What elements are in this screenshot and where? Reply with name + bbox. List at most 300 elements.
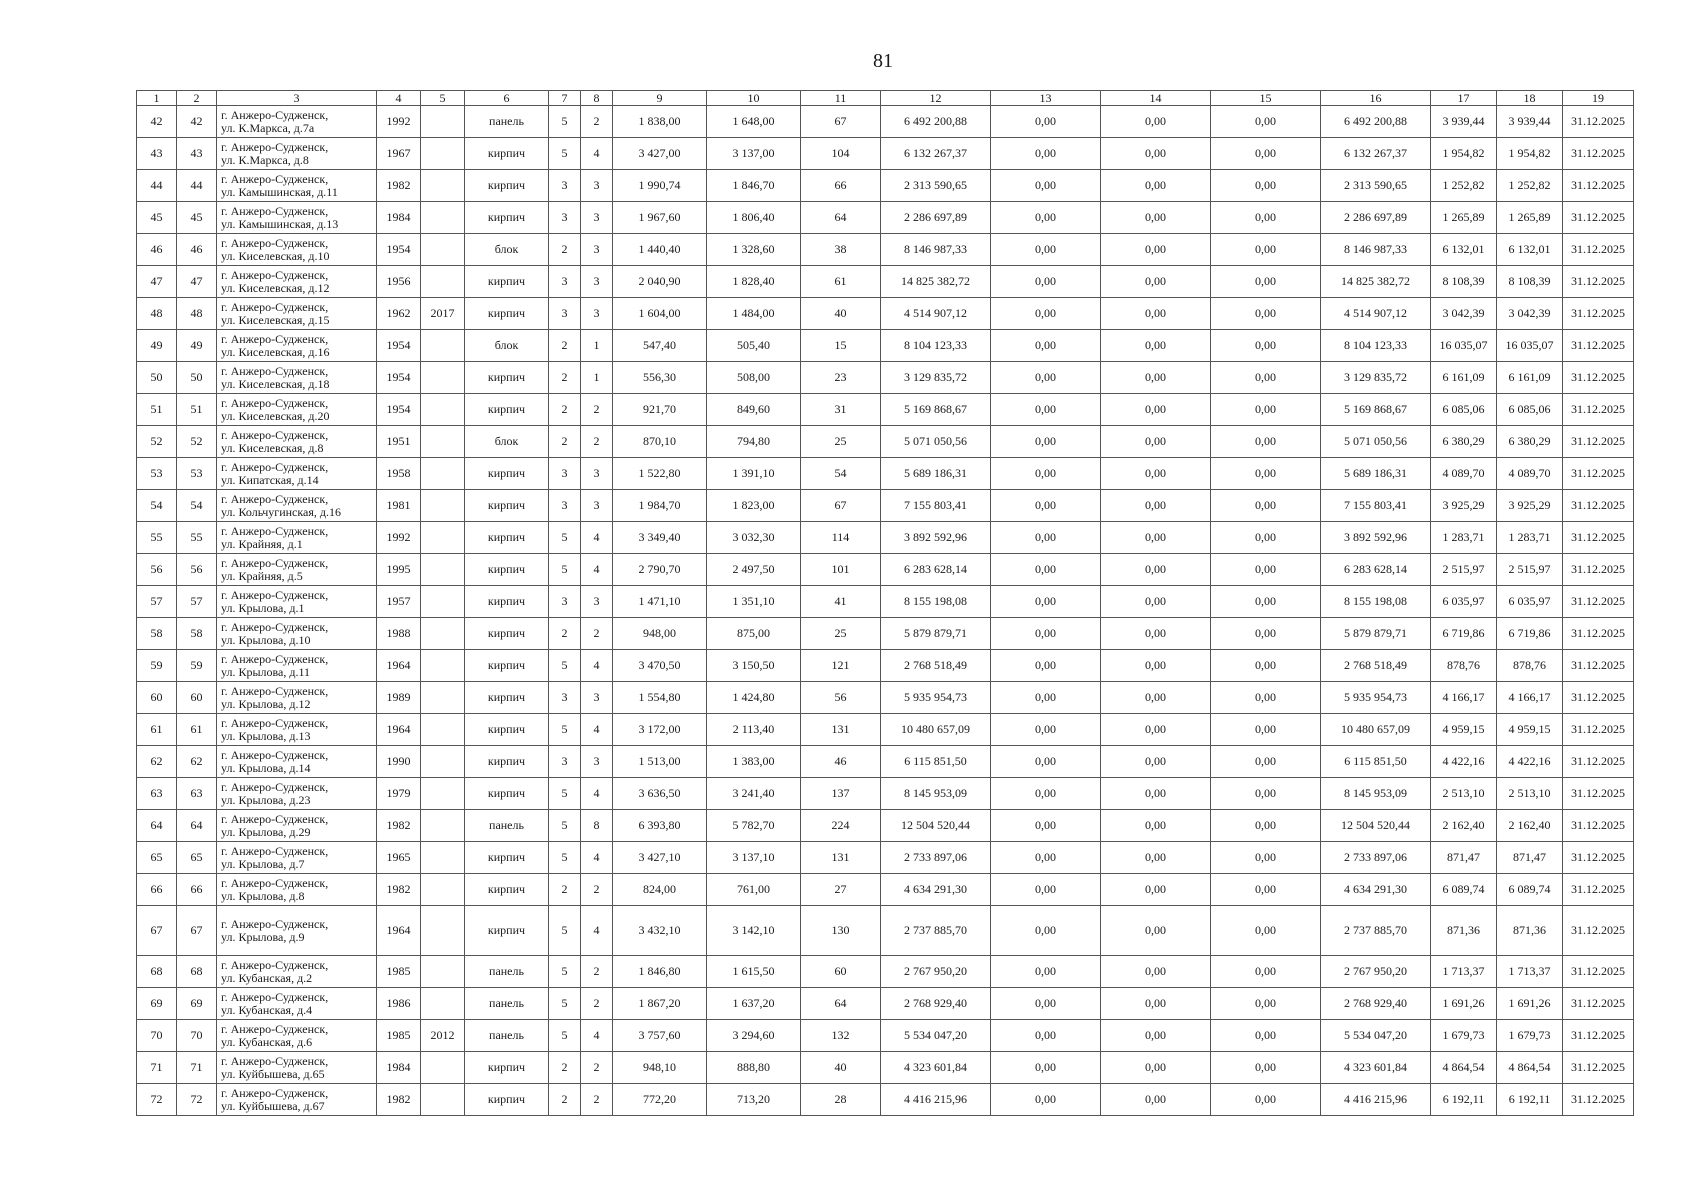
table-cell: 6 719,86 (1497, 618, 1563, 650)
table-cell: 1984 (377, 202, 421, 234)
table-cell: 8 108,39 (1431, 266, 1497, 298)
table-cell: 64 (137, 810, 177, 842)
table-cell: 16 035,07 (1431, 330, 1497, 362)
table-cell: 5 879 879,71 (1321, 618, 1431, 650)
address-street: ул. Киселевская, д.8 (221, 440, 324, 455)
table-cell: 49 (137, 330, 177, 362)
address-cell (217, 842, 377, 874)
table-cell: 0,00 (1101, 138, 1211, 170)
column-number: 5 (421, 91, 465, 106)
table-cell: панель (465, 988, 549, 1020)
table-cell: 1964 (377, 906, 421, 956)
column-number: 9 (613, 91, 707, 106)
table-cell: 50 (177, 362, 217, 394)
column-number: 11 (801, 91, 881, 106)
table-cell: 0,00 (1211, 1052, 1321, 1084)
table-cell: 3 150,50 (707, 650, 801, 682)
table-cell: 5 534 047,20 (881, 1020, 991, 1052)
address-city: г. Анжеро-Судженск, (221, 267, 329, 282)
table-cell: 5 (549, 778, 581, 810)
table-cell: 4 959,15 (1497, 714, 1563, 746)
table-cell: 46 (177, 234, 217, 266)
table-cell: 48 (137, 298, 177, 330)
table-cell: 4 416 215,96 (1321, 1084, 1431, 1116)
table-cell: 0,00 (1101, 988, 1211, 1020)
table-cell: 0,00 (991, 810, 1101, 842)
table-cell: 0,00 (991, 234, 1101, 266)
table-cell: 6 492 200,88 (1321, 106, 1431, 138)
column-number: 6 (465, 91, 549, 106)
address-cell (217, 138, 377, 170)
table-cell: 31.12.2025 (1563, 810, 1634, 842)
table-cell: 6 719,86 (1431, 618, 1497, 650)
column-number: 13 (991, 91, 1101, 106)
table-cell: 224 (801, 810, 881, 842)
table-cell: 0,00 (1101, 778, 1211, 810)
table-cell: 40 (801, 1052, 881, 1084)
table-cell: 2 515,97 (1497, 554, 1563, 586)
table-cell (421, 522, 465, 554)
address-cell (217, 362, 377, 394)
address-cell (217, 394, 377, 426)
table-cell: 64 (801, 988, 881, 1020)
address-cell (217, 202, 377, 234)
table-cell: 61 (137, 714, 177, 746)
table-cell: 41 (801, 586, 881, 618)
table-cell: 31.12.2025 (1563, 202, 1634, 234)
table-cell: 6 192,11 (1431, 1084, 1497, 1116)
table-cell: 3 (549, 746, 581, 778)
table-row (137, 810, 1634, 842)
table-cell: 0,00 (1211, 106, 1321, 138)
table-row (137, 394, 1634, 426)
table-cell: 1 265,89 (1497, 202, 1563, 234)
table-cell (421, 956, 465, 988)
table-cell: 43 (177, 138, 217, 170)
table-cell: 61 (177, 714, 217, 746)
table-cell: 0,00 (991, 778, 1101, 810)
table-cell: блок (465, 330, 549, 362)
table-cell: 54 (137, 490, 177, 522)
table-cell: 60 (177, 682, 217, 714)
address-cell (217, 746, 377, 778)
address-city: г. Анжеро-Судженск, (221, 363, 329, 378)
table-cell: 1 554,80 (613, 682, 707, 714)
table-cell: 6 085,06 (1497, 394, 1563, 426)
table-cell: 3 427,10 (613, 842, 707, 874)
table-cell: 65 (137, 842, 177, 874)
table-cell: 2 497,50 (707, 554, 801, 586)
table-cell: 3 (581, 202, 613, 234)
table-cell: 5 689 186,31 (881, 458, 991, 490)
table-cell (421, 234, 465, 266)
table-cell (421, 778, 465, 810)
table-cell (421, 330, 465, 362)
table-row (137, 586, 1634, 618)
table-cell: 0,00 (991, 842, 1101, 874)
table-cell: 52 (177, 426, 217, 458)
table-cell: 3 925,29 (1431, 490, 1497, 522)
address-cell (217, 234, 377, 266)
address-street: ул. Крылова, д.10 (221, 632, 311, 647)
table-cell: 38 (801, 234, 881, 266)
table-cell (421, 266, 465, 298)
table-cell: 70 (137, 1020, 177, 1052)
table-cell: 0,00 (991, 988, 1101, 1020)
address-cell (217, 778, 377, 810)
table-cell: 4 089,70 (1431, 458, 1497, 490)
table-cell: 0,00 (1211, 682, 1321, 714)
address-street: ул. Кубанская, д.4 (221, 1002, 313, 1017)
address-cell (217, 874, 377, 906)
table-cell: 1982 (377, 170, 421, 202)
table-cell: 3 (581, 170, 613, 202)
table-cell: 51 (137, 394, 177, 426)
table-cell: 3 939,44 (1431, 106, 1497, 138)
table-cell: 31.12.2025 (1563, 170, 1634, 202)
table-row (137, 522, 1634, 554)
address-cell (217, 554, 377, 586)
table-cell: 0,00 (1211, 490, 1321, 522)
table-cell: 8 155 198,08 (1321, 586, 1431, 618)
table-row (137, 956, 1634, 988)
table-cell: 67 (177, 906, 217, 956)
table-cell: 556,30 (613, 362, 707, 394)
table-cell: 131 (801, 714, 881, 746)
table-cell: кирпич (465, 586, 549, 618)
table-row (137, 234, 1634, 266)
table-cell: 8 (581, 810, 613, 842)
table-cell: 23 (801, 362, 881, 394)
table-cell: 2 162,40 (1431, 810, 1497, 842)
table-cell (421, 810, 465, 842)
table-cell: 5 (549, 1020, 581, 1052)
table-cell: 2 (549, 330, 581, 362)
address-city: г. Анжеро-Судженск, (221, 555, 329, 570)
table-cell: 3 (581, 458, 613, 490)
table-cell: 31.12.2025 (1563, 554, 1634, 586)
table-cell: 0,00 (1101, 266, 1211, 298)
table-cell: 871,47 (1497, 842, 1563, 874)
table-cell: 72 (137, 1084, 177, 1116)
table-cell: 4 166,17 (1431, 682, 1497, 714)
table-cell: 31.12.2025 (1563, 298, 1634, 330)
table-cell: 64 (177, 810, 217, 842)
table-cell: кирпич (465, 874, 549, 906)
table-cell: 1 648,00 (707, 106, 801, 138)
table-cell: 4 514 907,12 (881, 298, 991, 330)
address-city: г. Анжеро-Судженск, (221, 427, 329, 442)
table-cell: 3 042,39 (1497, 298, 1563, 330)
table-cell: 2 (581, 426, 613, 458)
table-cell: 2 313 590,65 (881, 170, 991, 202)
table-cell: 1954 (377, 330, 421, 362)
table-cell: 4 (581, 554, 613, 586)
table-cell: 8 155 198,08 (881, 586, 991, 618)
table-cell: 5 (549, 106, 581, 138)
table-cell: 46 (137, 234, 177, 266)
table-cell: 57 (137, 586, 177, 618)
table-cell: 31.12.2025 (1563, 988, 1634, 1020)
table-cell: 2 286 697,89 (1321, 202, 1431, 234)
table-cell: 31.12.2025 (1563, 458, 1634, 490)
table-cell: 0,00 (1101, 490, 1211, 522)
table-cell: 2 790,70 (613, 554, 707, 586)
address-street: ул. Крылова, д.13 (221, 728, 311, 743)
table-cell: 3 (581, 682, 613, 714)
table-cell: 0,00 (991, 106, 1101, 138)
table-cell: 0,00 (1101, 906, 1211, 956)
table-cell: 0,00 (1211, 1020, 1321, 1052)
table-cell: 0,00 (1211, 170, 1321, 202)
table-cell: 0,00 (991, 874, 1101, 906)
table-cell: 3 (581, 586, 613, 618)
table-cell: кирпич (465, 266, 549, 298)
table-cell: 10 480 657,09 (881, 714, 991, 746)
address-city: г. Анжеро-Судженск, (221, 331, 329, 346)
table-cell (421, 842, 465, 874)
table-cell: 66 (177, 874, 217, 906)
table-cell: 0,00 (991, 650, 1101, 682)
table-cell: 5 935 954,73 (881, 682, 991, 714)
table-cell: 1 383,00 (707, 746, 801, 778)
table-cell: 2 768 929,40 (881, 988, 991, 1020)
address-street: ул. Киселевская, д.10 (221, 248, 330, 263)
address-street: ул. Крылова, д.29 (221, 824, 311, 839)
table-cell: 921,70 (613, 394, 707, 426)
table-cell: 2 (581, 988, 613, 1020)
table-cell: 31.12.2025 (1563, 874, 1634, 906)
table-cell (421, 202, 465, 234)
table-cell: 62 (137, 746, 177, 778)
table-cell: 68 (177, 956, 217, 988)
table-cell: 6 283 628,14 (1321, 554, 1431, 586)
table-cell: 6 035,97 (1431, 586, 1497, 618)
table-cell: 2 513,10 (1497, 778, 1563, 810)
table-row (137, 906, 1634, 956)
table-cell: 1 283,71 (1431, 522, 1497, 554)
table-cell: 1 954,82 (1431, 138, 1497, 170)
table-cell: 121 (801, 650, 881, 682)
table-cell: 8 104 123,33 (881, 330, 991, 362)
table-row (137, 426, 1634, 458)
table-cell: 3 129 835,72 (881, 362, 991, 394)
table-cell: 3 892 592,96 (881, 522, 991, 554)
table-cell: 0,00 (1101, 362, 1211, 394)
table-cell: 8 108,39 (1497, 266, 1563, 298)
column-number: 10 (707, 91, 801, 106)
table-cell: 0,00 (1101, 522, 1211, 554)
table-cell: 2 (549, 394, 581, 426)
address-street: ул. Крылова, д.9 (221, 929, 305, 944)
table-cell (421, 362, 465, 394)
table-cell: 3 (581, 490, 613, 522)
table-cell: блок (465, 234, 549, 266)
table-cell: 4 (581, 650, 613, 682)
address-street: ул. Киселевская, д.15 (221, 312, 330, 327)
table-cell: 1 984,70 (613, 490, 707, 522)
table-cell: 31.12.2025 (1563, 1052, 1634, 1084)
table-cell: 15 (801, 330, 881, 362)
table-cell: 2 (549, 234, 581, 266)
address-city: г. Анжеро-Судженск, (221, 491, 329, 506)
table-cell: 1 252,82 (1431, 170, 1497, 202)
table-cell: 2 (549, 874, 581, 906)
table-row (137, 554, 1634, 586)
table-cell: 0,00 (1211, 956, 1321, 988)
table-cell: 1 679,73 (1497, 1020, 1563, 1052)
table-cell: 42 (137, 106, 177, 138)
column-number: 3 (217, 91, 377, 106)
address-city: г. Анжеро-Судженск, (221, 1085, 329, 1100)
table-cell: 2 286 697,89 (881, 202, 991, 234)
table-cell: 31.12.2025 (1563, 842, 1634, 874)
table-cell: 3 (581, 298, 613, 330)
table-cell: 54 (177, 490, 217, 522)
address-street: ул. Киселевская, д.18 (221, 376, 330, 391)
table-cell: 6 132 267,37 (1321, 138, 1431, 170)
table-cell: 62 (177, 746, 217, 778)
page-number: 81 (873, 50, 893, 72)
table-cell: 0,00 (1101, 458, 1211, 490)
table-cell: 0,00 (991, 426, 1101, 458)
table-cell: 6 132,01 (1431, 234, 1497, 266)
table-cell: 1992 (377, 522, 421, 554)
table-cell: 14 825 382,72 (881, 266, 991, 298)
table-cell: 1982 (377, 1084, 421, 1116)
table-cell: 0,00 (1211, 138, 1321, 170)
table-cell: 0,00 (991, 394, 1101, 426)
table-cell: 3 042,39 (1431, 298, 1497, 330)
address-cell (217, 956, 377, 988)
address-street: ул. Куйбышева, д.65 (221, 1066, 325, 1081)
address-city: г. Анжеро-Судженск, (221, 1021, 329, 1036)
table-cell: 1 713,37 (1431, 956, 1497, 988)
table-cell: 57 (177, 586, 217, 618)
table-cell: 0,00 (1211, 810, 1321, 842)
table-cell: 6 380,29 (1497, 426, 1563, 458)
table-cell: 2 768 518,49 (881, 650, 991, 682)
table-cell: 6 283 628,14 (881, 554, 991, 586)
address-street: ул. Кубанская, д.2 (221, 970, 313, 985)
table-cell: 31.12.2025 (1563, 394, 1634, 426)
table-cell: 2 313 590,65 (1321, 170, 1431, 202)
housing-table (136, 90, 1634, 1116)
table-cell: 0,00 (1211, 906, 1321, 956)
table-row (137, 650, 1634, 682)
table-cell: 31.12.2025 (1563, 1084, 1634, 1116)
table-cell: 12 504 520,44 (881, 810, 991, 842)
table-cell: 42 (177, 106, 217, 138)
table-cell: 0,00 (991, 362, 1101, 394)
table-cell: 1 391,10 (707, 458, 801, 490)
table-cell: 2 (549, 426, 581, 458)
table-cell: 1 967,60 (613, 202, 707, 234)
table-cell: панель (465, 1020, 549, 1052)
table-cell: 2 (549, 618, 581, 650)
table-cell: 1992 (377, 106, 421, 138)
table-cell: 131 (801, 842, 881, 874)
table-cell: 2 (581, 106, 613, 138)
address-city: г. Анжеро-Судженск, (221, 587, 329, 602)
table-cell: 1982 (377, 874, 421, 906)
table-cell: 849,60 (707, 394, 801, 426)
address-street: ул. Крылова, д.7 (221, 856, 305, 871)
table-cell: 0,00 (991, 956, 1101, 988)
table-cell: 3 (581, 266, 613, 298)
table-cell: 3 (549, 298, 581, 330)
table-cell: 1985 (377, 1020, 421, 1052)
table-cell: 1 679,73 (1431, 1020, 1497, 1052)
table-cell: 6 035,97 (1497, 586, 1563, 618)
table-cell: 5 (549, 522, 581, 554)
table-cell: 0,00 (1101, 842, 1211, 874)
table-cell: 67 (801, 106, 881, 138)
table-cell: 10 480 657,09 (1321, 714, 1431, 746)
table-cell: 31.12.2025 (1563, 234, 1634, 266)
address-city: г. Анжеро-Судженск, (221, 619, 329, 634)
table-cell: 2 733 897,06 (1321, 842, 1431, 874)
table-cell: 4 864,54 (1431, 1052, 1497, 1084)
table-cell: 4 422,16 (1431, 746, 1497, 778)
table-cell: 0,00 (1211, 618, 1321, 650)
table-cell: 25 (801, 618, 881, 650)
table-cell: 1981 (377, 490, 421, 522)
table-row (137, 1020, 1634, 1052)
table-cell: 0,00 (991, 746, 1101, 778)
table-cell: кирпич (465, 1052, 549, 1084)
table-cell: 3 294,60 (707, 1020, 801, 1052)
table-cell: 1 846,80 (613, 956, 707, 988)
table-cell: кирпич (465, 362, 549, 394)
table-cell: 60 (137, 682, 177, 714)
table-cell (421, 988, 465, 1020)
table-cell: 60 (801, 956, 881, 988)
table-cell: 0,00 (991, 202, 1101, 234)
address-street: ул. Крылова, д.14 (221, 760, 311, 775)
table-cell: 1956 (377, 266, 421, 298)
table-cell: 5 689 186,31 (1321, 458, 1431, 490)
table-row (137, 458, 1634, 490)
table-cell: 1985 (377, 956, 421, 988)
table-cell: 2 (549, 1084, 581, 1116)
table-cell: 0,00 (1211, 458, 1321, 490)
table-cell: 3 470,50 (613, 650, 707, 682)
table-cell: 1 828,40 (707, 266, 801, 298)
table-cell: 1979 (377, 778, 421, 810)
address-cell (217, 490, 377, 522)
table-cell: 3 (549, 586, 581, 618)
table-cell: 6 089,74 (1497, 874, 1563, 906)
table-cell: 0,00 (1101, 234, 1211, 266)
address-street: ул. Кольчугинская, д.16 (221, 504, 341, 519)
address-cell (217, 522, 377, 554)
table-row (137, 202, 1634, 234)
table-cell: 45 (177, 202, 217, 234)
table-cell: кирпич (465, 650, 549, 682)
table-row (137, 842, 1634, 874)
table-cell: 713,20 (707, 1084, 801, 1116)
table-cell: 1 265,89 (1431, 202, 1497, 234)
table-cell: 1964 (377, 650, 421, 682)
table-cell: 31.12.2025 (1563, 138, 1634, 170)
address-city: г. Анжеро-Судженск, (221, 523, 329, 538)
table-cell: 2 (581, 1052, 613, 1084)
table-cell: 31.12.2025 (1563, 906, 1634, 956)
table-cell: 2017 (421, 298, 465, 330)
table-cell: 3 241,40 (707, 778, 801, 810)
address-cell (217, 1052, 377, 1084)
